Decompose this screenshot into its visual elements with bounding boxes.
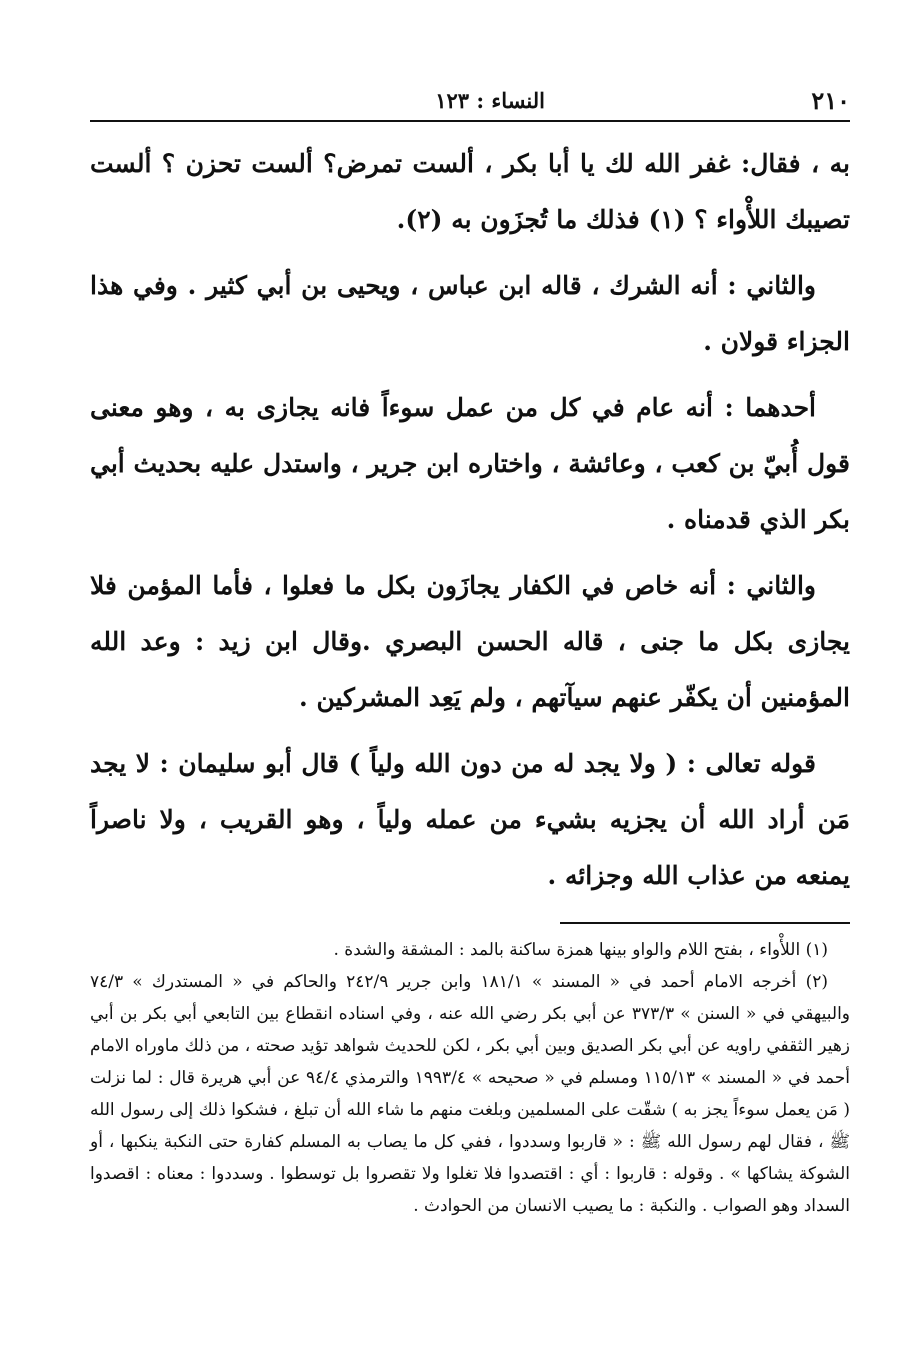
header-rule [90,120,850,122]
paragraph: أحدهما : أنه عام في كل من عمل سوءاً فانه يجازى به ، وهو معنى قول أُبيّ بن كعب ، وعائشة ، واختاره ابن جرير ، واستدل عليه بحديث أبي بكر الذي قدمناه . [90,393,850,534]
page-number: ٢١٠ [811,86,850,115]
footnotes [90,934,850,1222]
paragraph: والثاني : أنه الشرك ، قاله ابن عباس ، ويحيى بن أبي كثير . وفي هذا الجزاء قولان . [90,271,850,356]
running-title: النساء : ١٢٣ [435,88,545,113]
footnote-separator [560,922,850,924]
paragraph: والثاني : أنه خاص في الكفار يجازَون بكل ما فعلوا ، فأما المؤمن فلا يجازى بكل ما جنى ، قاله الحسن البصري .وقال ابن زيد : وعد الله المؤمنين أن يكفّر عنهم سيآتهم ، ولم يَعِد المشركين . [90,571,850,712]
footnote: (٢) أخرجه الامام أحمد في « المسند » ١٨١/١ وابن جرير ٢٤٢/٩ والحاكم في « المستدرك » ٧٤/٣ والبيهقي في « السنن » ٣٧٣/٣ عن أبي بكر رضي الله عنه ، وفي اسناده انقطاع بين التابعي أبي بكر بن أبي زهير الثقفي راويه عن أبي بكر الصديق وبين أبي بكر ، لكن للحديث شواهد تؤيد صحته ، من ذلك ماوراه الامام أحمد في « المسند » ١١٥/١٣ ومسلم في « صحيحه » ١٩٩٣/٤ والترمذي ٩٤/٤ عن أبي هريرة قال : لما نزلت ( مَن يعمل سوءاً يجز به ) شقّت على المسلمين وبلغت منهم ما شاء الله أن تبلغ ، فشكوا ذلك إلى رسول الله ﷺ ، فقال لهم رسول الله ﷺ : « قاربوا وسددوا ، ففي كل ما يصاب به المسلم كفارة حتى النكبة ينكبها ، أو الشوكة يشاكها » . وقوله : قاربوا : أي : اقتصدوا فلا تغلوا ولا تقصروا بل توسطوا . وسددوا : معناه : اقصدوا السداد وهو الصواب . والنكبة : ما يصيب الانسان من الحوادث . [90,972,851,1216]
book-page [90,80,850,1222]
paragraph: به ، فقال: غفر الله لك يا أبا بكر ، ألست تمرض؟ ألست تحزن ؟ ألست تصيبك اللأْواء ؟ (١) فذلك ما تُجزَون به (٢). [90,149,850,234]
footnote: (١) اللأْواء ، بفتح اللام والواو بينها همزة ساكنة بالمد : المشقة والشدة . [333,940,828,960]
page-header [90,80,850,122]
paragraph: قوله تعالى : ( ولا يجد له من دون الله ولياً ) قال أبو سليمان : لا يجد مَن أراد الله أن يجزيه بشيء من عمله ولياً ، وهو القريب ، ولا ناصراً يمنعه من عذاب الله وجزائه . [90,749,850,890]
main-text [90,136,850,904]
